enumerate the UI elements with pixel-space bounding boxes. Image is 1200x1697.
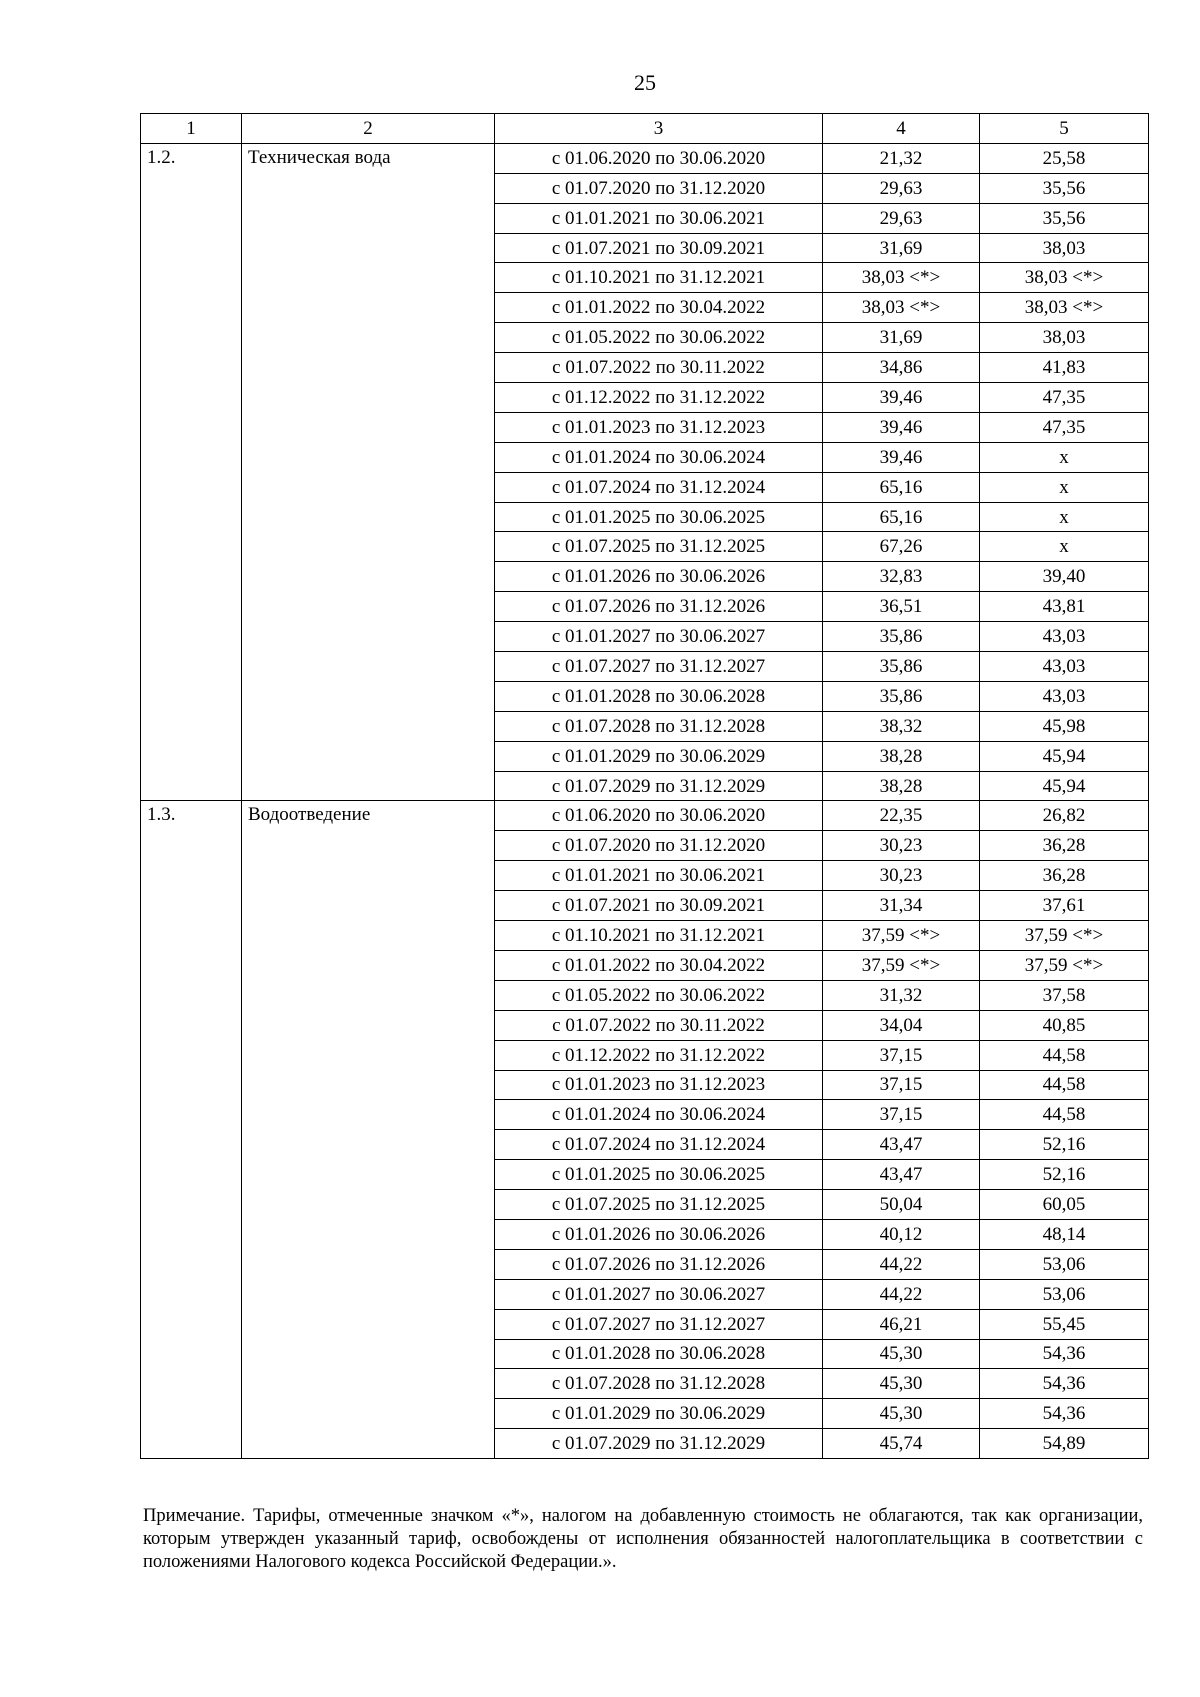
tariff-col4-cell: 43,47	[823, 1160, 980, 1190]
tariff-table	[140, 113, 1149, 1459]
tariff-col4-cell: 67,26	[823, 532, 980, 562]
tariff-col4-cell: 32,83	[823, 562, 980, 592]
tariff-col5-cell: 39,40	[980, 562, 1149, 592]
page-number: 25	[634, 70, 656, 95]
period-cell: с 01.01.2024 по 30.06.2024	[495, 1100, 823, 1130]
tariff-col5-cell: 44,58	[980, 1100, 1149, 1130]
period-cell: с 01.12.2022 по 31.12.2022	[495, 383, 823, 413]
period-cell: с 01.07.2027 по 31.12.2027	[495, 1309, 823, 1339]
tariff-col5-cell: 45,94	[980, 771, 1149, 801]
tariff-col5-cell: 37,59 <*>	[980, 921, 1149, 951]
tariff-col5-cell: 52,16	[980, 1160, 1149, 1190]
tariff-col5-cell: 26,82	[980, 801, 1149, 831]
tariff-col5-cell: 44,58	[980, 1040, 1149, 1070]
tariff-col4-cell: 46,21	[823, 1309, 980, 1339]
tariff-col5-cell: 54,89	[980, 1429, 1149, 1459]
column-header: 1	[141, 114, 242, 144]
period-cell: с 01.12.2022 по 31.12.2022	[495, 1040, 823, 1070]
tariff-col5-cell: 47,35	[980, 412, 1149, 442]
period-cell: с 01.01.2027 по 30.06.2027	[495, 622, 823, 652]
tariff-col5-cell: х	[980, 532, 1149, 562]
period-cell: с 01.01.2026 по 30.06.2026	[495, 562, 823, 592]
period-cell: с 01.01.2025 по 30.06.2025	[495, 502, 823, 532]
period-cell: с 01.01.2027 по 30.06.2027	[495, 1279, 823, 1309]
tariff-col5-cell: 45,98	[980, 711, 1149, 741]
period-cell: с 01.01.2023 по 31.12.2023	[495, 1070, 823, 1100]
tariff-col4-cell: 45,30	[823, 1399, 980, 1429]
tariff-col4-cell: 37,59 <*>	[823, 950, 980, 980]
tariff-col5-cell: 25,58	[980, 143, 1149, 173]
tariff-col4-cell: 31,69	[823, 233, 980, 263]
tariff-col4-cell: 38,03 <*>	[823, 263, 980, 293]
period-cell: с 01.06.2020 по 30.06.2020	[495, 143, 823, 173]
tariff-col5-cell: х	[980, 442, 1149, 472]
tariff-col5-cell: 37,58	[980, 980, 1149, 1010]
tariff-col4-cell: 40,12	[823, 1219, 980, 1249]
period-cell: с 01.01.2024 по 30.06.2024	[495, 442, 823, 472]
period-cell: с 01.07.2029 по 31.12.2029	[495, 771, 823, 801]
period-cell: с 01.07.2024 по 31.12.2024	[495, 472, 823, 502]
period-cell: с 01.01.2026 по 30.06.2026	[495, 1219, 823, 1249]
tariff-col4-cell: 21,32	[823, 143, 980, 173]
tariff-col4-cell: 31,32	[823, 980, 980, 1010]
period-cell: с 01.01.2029 по 30.06.2029	[495, 741, 823, 771]
period-cell: с 01.07.2020 по 31.12.2020	[495, 173, 823, 203]
tariff-col4-cell: 39,46	[823, 442, 980, 472]
tariff-col5-cell: х	[980, 472, 1149, 502]
period-cell: с 01.01.2028 по 30.06.2028	[495, 681, 823, 711]
tariff-col4-cell: 38,32	[823, 711, 980, 741]
period-cell: с 01.07.2022 по 30.11.2022	[495, 1010, 823, 1040]
footnote: Примечание. Тарифы, отмеченные значком «*», налогом на добавленную стоимость не облагаются, так как организации, которым утвержден указанный тариф, освобождены от исполнения обязанностей налогоплательщика в соответствии с положениями Налогового кодекса Российской Федерации.».	[143, 1506, 1143, 1572]
period-cell: с 01.01.2021 по 30.06.2021	[495, 203, 823, 233]
period-cell: с 01.07.2021 по 30.09.2021	[495, 891, 823, 921]
tariff-col5-cell: 38,03 <*>	[980, 263, 1149, 293]
tariff-col5-cell: 37,61	[980, 891, 1149, 921]
item-number-cell: 1.3.	[141, 801, 242, 1459]
period-cell: с 01.10.2021 по 31.12.2021	[495, 921, 823, 951]
table-row	[141, 801, 1149, 831]
tariff-col5-cell: 41,83	[980, 353, 1149, 383]
tariff-col4-cell: 30,23	[823, 861, 980, 891]
service-name-cell: Водоотведение	[242, 801, 495, 1459]
tariff-col5-cell: 54,36	[980, 1399, 1149, 1429]
tariff-col5-cell: 48,14	[980, 1219, 1149, 1249]
tariff-col4-cell: 35,86	[823, 681, 980, 711]
period-cell: с 01.07.2027 по 31.12.2027	[495, 652, 823, 682]
item-number-cell: 1.2.	[141, 143, 242, 801]
column-header: 5	[980, 114, 1149, 144]
tariff-col4-cell: 38,03 <*>	[823, 293, 980, 323]
tariff-col5-cell: 43,03	[980, 652, 1149, 682]
tariff-col4-cell: 45,30	[823, 1369, 980, 1399]
tariff-col4-cell: 36,51	[823, 592, 980, 622]
tariff-col4-cell: 29,63	[823, 203, 980, 233]
period-cell: с 01.10.2021 по 31.12.2021	[495, 263, 823, 293]
tariff-col5-cell: 47,35	[980, 383, 1149, 413]
tariff-col5-cell: 37,59 <*>	[980, 950, 1149, 980]
tariff-col4-cell: 38,28	[823, 741, 980, 771]
period-cell: с 01.07.2022 по 30.11.2022	[495, 353, 823, 383]
period-cell: с 01.01.2029 по 30.06.2029	[495, 1399, 823, 1429]
table-body	[141, 143, 1149, 1458]
period-cell: с 01.01.2021 по 30.06.2021	[495, 861, 823, 891]
tariff-col5-cell: 35,56	[980, 173, 1149, 203]
tariff-col4-cell: 31,69	[823, 323, 980, 353]
period-cell: с 01.01.2028 по 30.06.2028	[495, 1339, 823, 1369]
tariff-col4-cell: 35,86	[823, 622, 980, 652]
tariff-col4-cell: 45,74	[823, 1429, 980, 1459]
tariff-col5-cell: х	[980, 502, 1149, 532]
tariff-col4-cell: 22,35	[823, 801, 980, 831]
period-cell: с 01.01.2022 по 30.04.2022	[495, 293, 823, 323]
period-cell: с 01.07.2029 по 31.12.2029	[495, 1429, 823, 1459]
tariff-col4-cell: 65,16	[823, 502, 980, 532]
tariff-col5-cell: 55,45	[980, 1309, 1149, 1339]
tariff-col4-cell: 39,46	[823, 383, 980, 413]
tariff-col4-cell: 44,22	[823, 1279, 980, 1309]
tariff-col5-cell: 45,94	[980, 741, 1149, 771]
tariff-col5-cell: 44,58	[980, 1070, 1149, 1100]
tariff-col4-cell: 34,04	[823, 1010, 980, 1040]
tariff-col5-cell: 53,06	[980, 1279, 1149, 1309]
tariff-col4-cell: 45,30	[823, 1339, 980, 1369]
tariff-col5-cell: 43,03	[980, 681, 1149, 711]
tariff-col5-cell: 38,03	[980, 323, 1149, 353]
period-cell: с 01.05.2022 по 30.06.2022	[495, 323, 823, 353]
period-cell: с 01.07.2026 по 31.12.2026	[495, 592, 823, 622]
tariff-col4-cell: 50,04	[823, 1190, 980, 1220]
tariff-col4-cell: 30,23	[823, 831, 980, 861]
period-cell: с 01.07.2021 по 30.09.2021	[495, 233, 823, 263]
period-cell: с 01.07.2028 по 31.12.2028	[495, 1369, 823, 1399]
tariff-col4-cell: 65,16	[823, 472, 980, 502]
column-header: 2	[242, 114, 495, 144]
table-header-row	[141, 114, 1149, 144]
tariff-col4-cell: 37,59 <*>	[823, 921, 980, 951]
tariff-col5-cell: 43,03	[980, 622, 1149, 652]
tariff-col4-cell: 37,15	[823, 1070, 980, 1100]
tariff-col5-cell: 52,16	[980, 1130, 1149, 1160]
tariff-col4-cell: 35,86	[823, 652, 980, 682]
tariff-col5-cell: 36,28	[980, 831, 1149, 861]
tariff-col4-cell: 29,63	[823, 173, 980, 203]
period-cell: с 01.07.2020 по 31.12.2020	[495, 831, 823, 861]
tariff-col5-cell: 54,36	[980, 1369, 1149, 1399]
period-cell: с 01.07.2028 по 31.12.2028	[495, 711, 823, 741]
tariff-col4-cell: 43,47	[823, 1130, 980, 1160]
tariff-col5-cell: 60,05	[980, 1190, 1149, 1220]
tariff-col5-cell: 40,85	[980, 1010, 1149, 1040]
tariff-col4-cell: 38,28	[823, 771, 980, 801]
tariff-col4-cell: 37,15	[823, 1040, 980, 1070]
tariff-col4-cell: 31,34	[823, 891, 980, 921]
period-cell: с 01.06.2020 по 30.06.2020	[495, 801, 823, 831]
tariff-col4-cell: 39,46	[823, 412, 980, 442]
column-header: 3	[495, 114, 823, 144]
tariff-col5-cell: 35,56	[980, 203, 1149, 233]
table-row	[141, 143, 1149, 173]
period-cell: с 01.01.2022 по 30.04.2022	[495, 950, 823, 980]
service-name-cell: Техническая вода	[242, 143, 495, 801]
period-cell: с 01.05.2022 по 30.06.2022	[495, 980, 823, 1010]
tariff-col4-cell: 37,15	[823, 1100, 980, 1130]
tariff-col4-cell: 44,22	[823, 1249, 980, 1279]
period-cell: с 01.07.2025 по 31.12.2025	[495, 532, 823, 562]
tariff-col4-cell: 34,86	[823, 353, 980, 383]
tariff-col5-cell: 38,03	[980, 233, 1149, 263]
period-cell: с 01.07.2026 по 31.12.2026	[495, 1249, 823, 1279]
tariff-col5-cell: 53,06	[980, 1249, 1149, 1279]
tariff-col5-cell: 36,28	[980, 861, 1149, 891]
period-cell: с 01.01.2025 по 30.06.2025	[495, 1160, 823, 1190]
period-cell: с 01.07.2024 по 31.12.2024	[495, 1130, 823, 1160]
period-cell: с 01.07.2025 по 31.12.2025	[495, 1190, 823, 1220]
column-header: 4	[823, 114, 980, 144]
tariff-col5-cell: 38,03 <*>	[980, 293, 1149, 323]
tariff-col5-cell: 43,81	[980, 592, 1149, 622]
tariff-col5-cell: 54,36	[980, 1339, 1149, 1369]
period-cell: с 01.01.2023 по 31.12.2023	[495, 412, 823, 442]
